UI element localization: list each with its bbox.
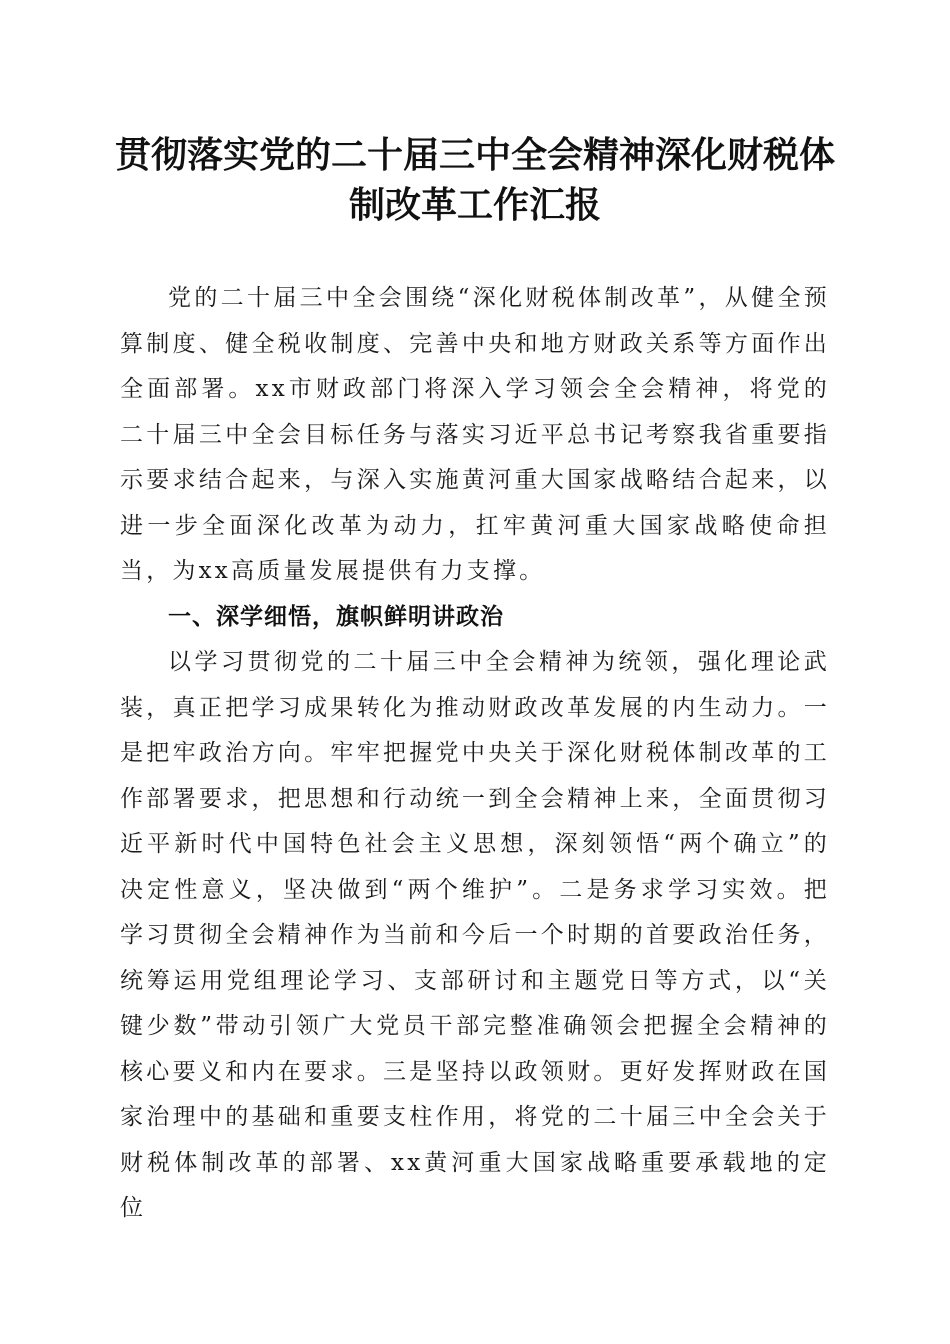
section-1-heading: 一、深学细悟，旗帜鲜明讲政治 xyxy=(168,603,504,630)
document-body xyxy=(120,276,830,1232)
intro-paragraph: 党的二十届三中全会围绕“深化财税体制改革”，从健全预算制度、健全税收制度、完善中央和地方财政关系等方面作出全面部署。xx市财政部门将深入学习领会全会精神，将党的二十届三中全会目标任务与落实习近平总书记考察我省重要指示要求结合起来，与深入实施黄河重大国家战略结合起来，以进一步全面深化改革为动力，扛牢黄河重大国家战略使命担当，为xx高质量发展提供有力支撑。 xyxy=(120,285,830,584)
document-title: 贯彻落实党的二十届三中全会精神深化财税体制改革工作汇报 xyxy=(114,134,835,226)
section-1-paragraph: 以学习贯彻党的二十届三中全会精神为统领，强化理论武装，真正把学习成果转化为推动财政改革发展的内生动力。一是把牢政治方向。牢牢把握党中央关于深化财税体制改革的工作部署要求，把思想和行动统一到全会精神上来，全面贯彻习近平新时代中国特色社会主义思想，深刻领悟“两个确立”的决定性意义，坚决做到“两个维护”。二是务求学习实效。把学习贯彻全会精神作为当前和今后一个时期的首要政治任务，统筹运用党组理论学习、支部研讨和主题党日等方式，以“关键少数”带动引领广大党员干部完整准确领会把握全会精神的核心要义和内在要求。三是坚持以政领财。更好发挥财政在国家治理中的基础和重要支柱作用，将党的二十届三中全会关于财税体制改革的部署、xx黄河重大国家战略重要承载地的定位 xyxy=(120,649,830,1221)
